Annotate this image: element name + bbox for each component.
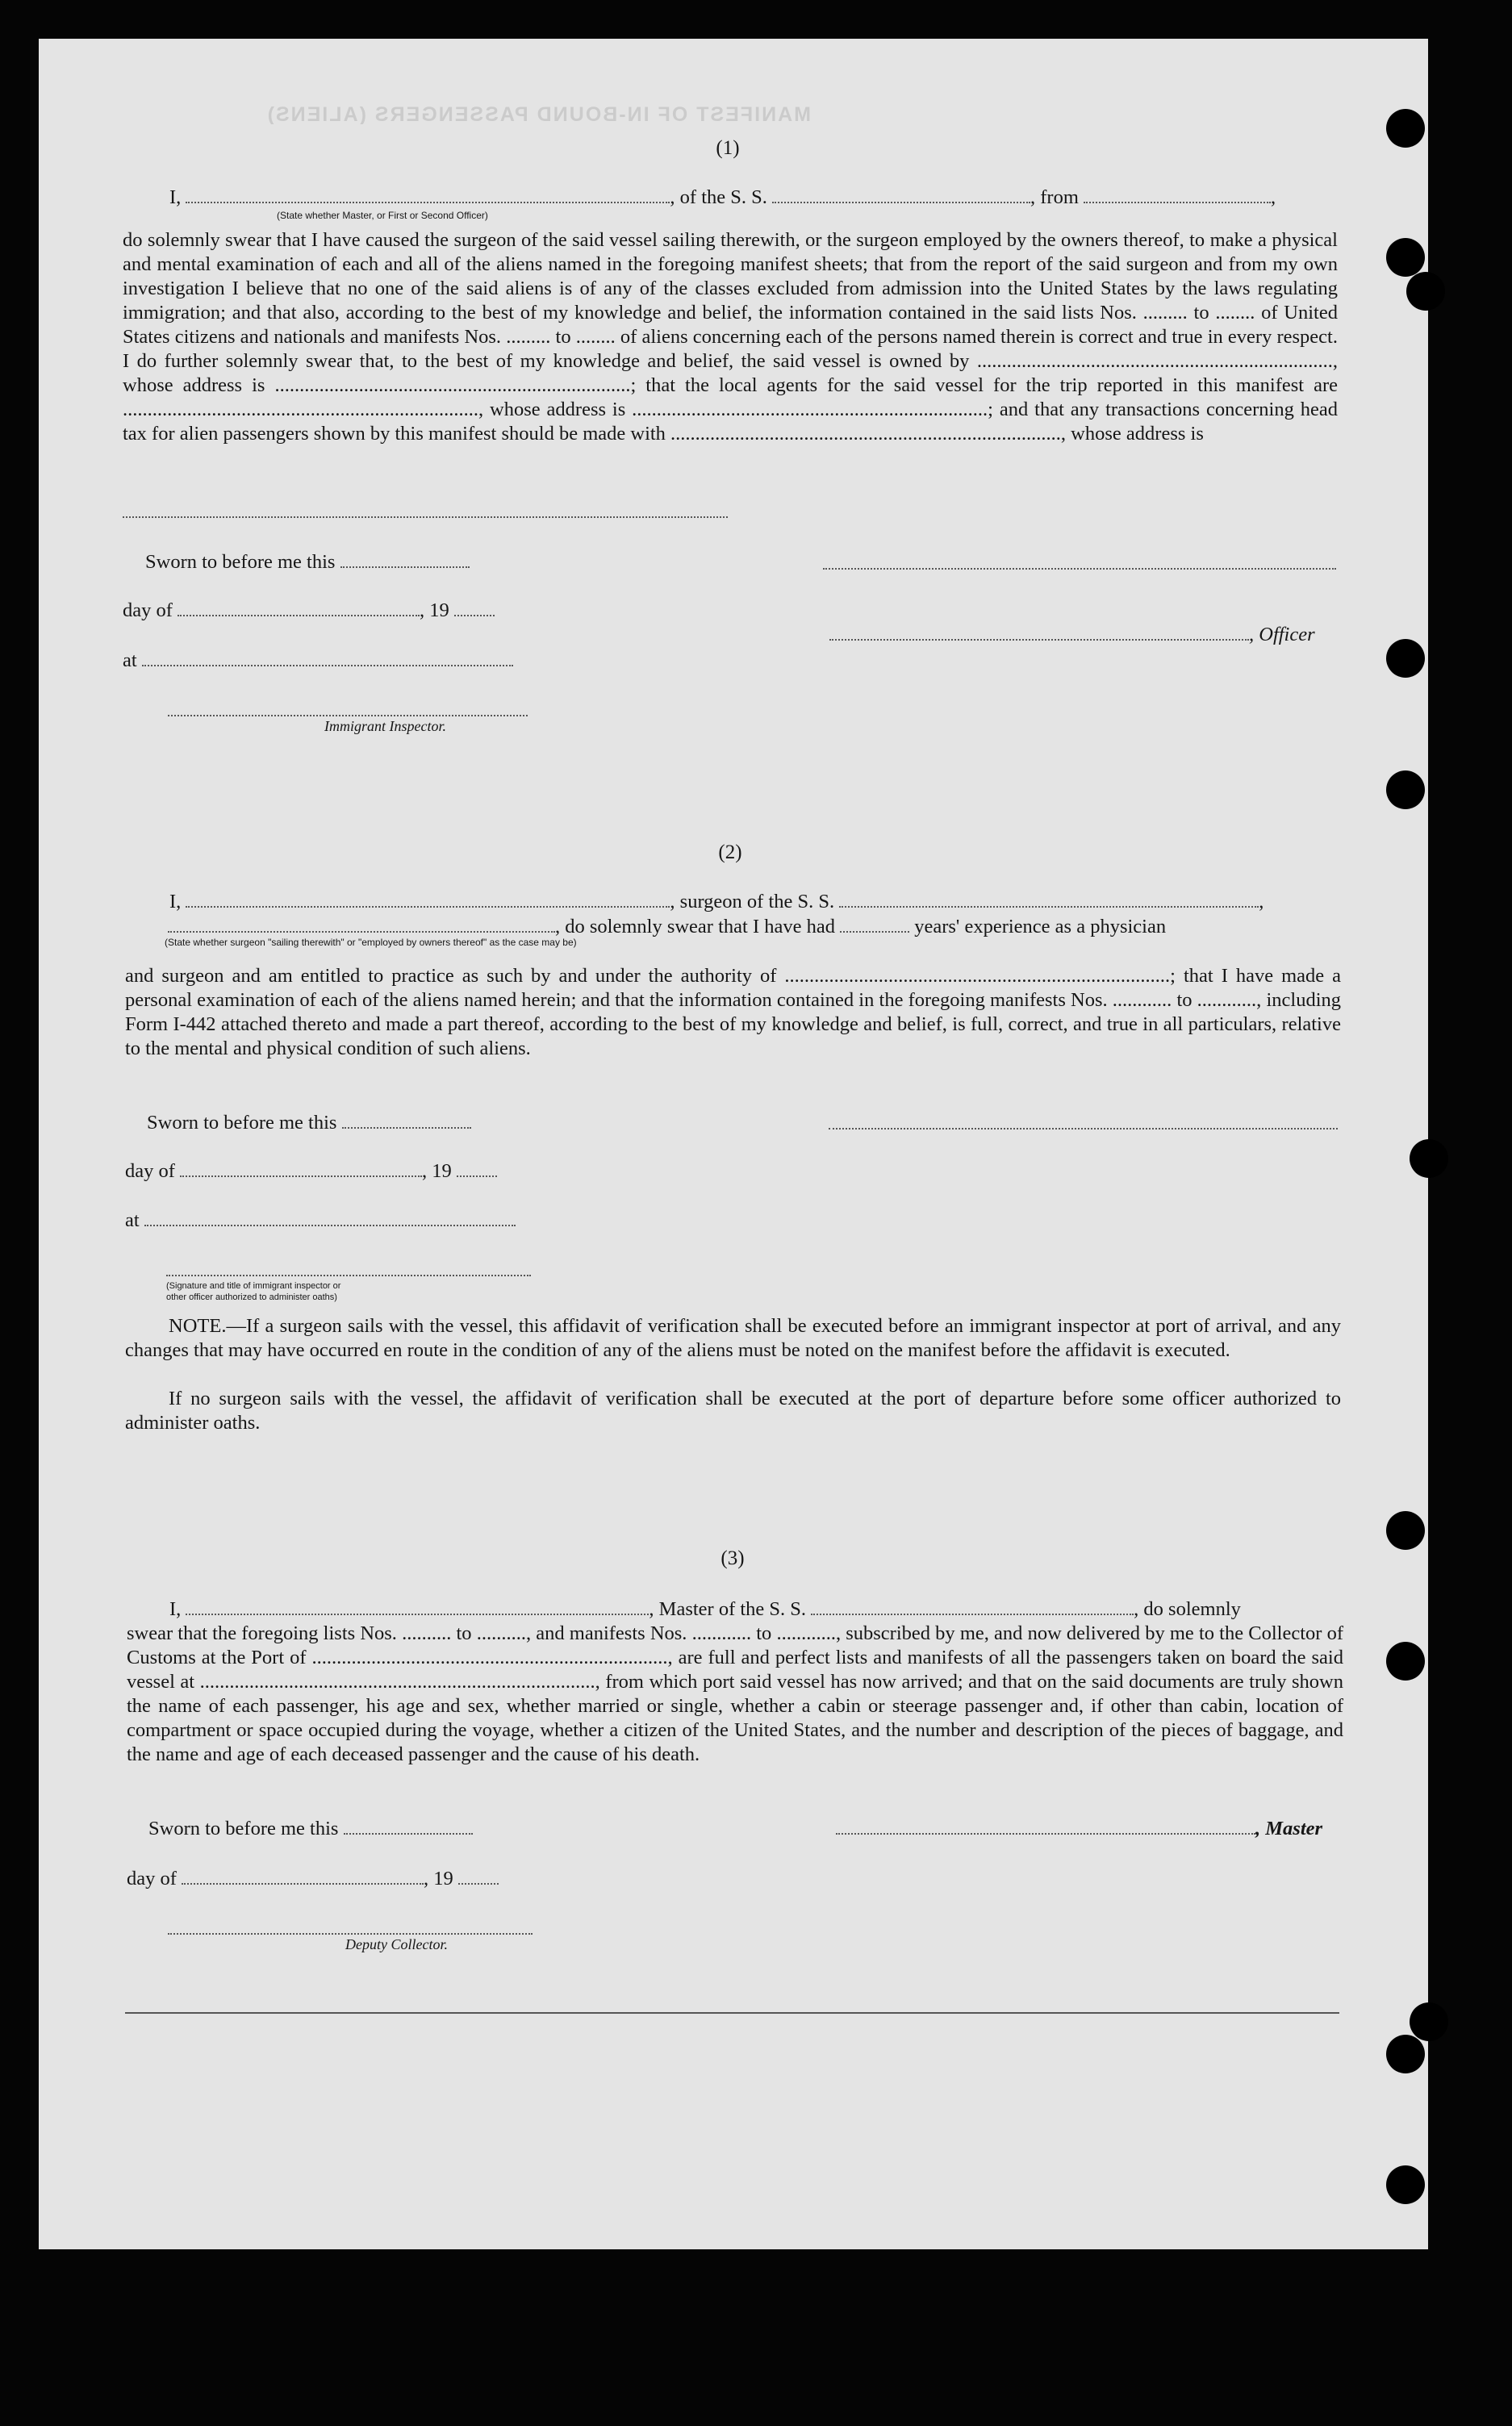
section-2-number: (2) bbox=[718, 841, 742, 863]
section-1-officer-label: , Officer bbox=[1249, 624, 1315, 645]
section-1-inspector-line bbox=[168, 715, 528, 716]
section-1-rank-note: (State whether Master, or First or Second Officer) bbox=[277, 210, 488, 221]
section-1-of-ss: , of the S. S. bbox=[670, 186, 767, 208]
section-2-note-label: NOTE. bbox=[169, 1315, 227, 1337]
section-1-name-blank bbox=[186, 186, 670, 203]
section-2-day bbox=[125, 1159, 497, 1183]
section-3-master-label: , Master bbox=[1255, 1818, 1323, 1839]
section-1-year-blank bbox=[454, 599, 495, 616]
section-3-year-label: , 19 bbox=[424, 1868, 453, 1889]
section-3-line-1 bbox=[169, 1597, 1241, 1621]
section-2-line-end: , bbox=[1259, 891, 1264, 912]
punch-hole bbox=[1406, 272, 1445, 311]
section-3-year-blank bbox=[458, 1867, 499, 1885]
section-2-note-text: —If a surgeon sails with the vessel, this affidavit of verification shall be executed before an immigrant inspector at port of arrival, and any changes that may have occurred en route in the condition of any of the aliens must be noted on the manifest before the affidavit is executed. bbox=[125, 1315, 1341, 1361]
punch-hole bbox=[1386, 770, 1425, 809]
section-1-from: , from bbox=[1030, 186, 1079, 208]
section-2-note bbox=[125, 1314, 1341, 1363]
section-2-name-blank bbox=[186, 890, 670, 908]
section-2-year-blank bbox=[457, 1159, 497, 1177]
section-2-years-blank bbox=[840, 915, 909, 933]
section-2-sig-note-2: other officer authorized to administer oaths) bbox=[166, 1292, 337, 1302]
section-2-signature-line bbox=[829, 1128, 1338, 1129]
section-3-master-of-ss: , Master of the S. S. bbox=[649, 1598, 807, 1620]
section-2-i: I, bbox=[169, 891, 182, 912]
section-1-number: (1) bbox=[716, 137, 740, 159]
section-2-line-2 bbox=[168, 915, 1166, 938]
section-2-years-text: years' experience as a physician bbox=[914, 916, 1167, 937]
punch-hole bbox=[1386, 2165, 1425, 2204]
section-2-vessel-blank bbox=[839, 890, 1259, 908]
punch-hole bbox=[1386, 2035, 1425, 2073]
section-1-vessel-blank bbox=[772, 186, 1030, 203]
section-1-line-1 bbox=[169, 186, 1276, 209]
punch-hole bbox=[1386, 639, 1425, 678]
section-2-line-1 bbox=[169, 890, 1263, 913]
section-1-at-blank bbox=[142, 649, 513, 666]
section-2-status-blank bbox=[168, 915, 555, 933]
section-3-day-label: day of bbox=[127, 1868, 177, 1889]
section-1-at bbox=[123, 649, 513, 672]
section-1-day-blank bbox=[178, 599, 420, 616]
section-3-master-blank bbox=[836, 1817, 1255, 1835]
section-1-signature-line bbox=[823, 568, 1336, 570]
punch-hole bbox=[1386, 109, 1425, 148]
section-3-line-end: , do solemnly bbox=[1134, 1598, 1241, 1620]
section-1-sworn bbox=[145, 550, 470, 574]
section-3-master bbox=[836, 1817, 1322, 1840]
section-1-day-label: day of bbox=[123, 599, 173, 621]
section-1-sworn-label: Sworn to before me this bbox=[145, 551, 336, 573]
section-3-sworn bbox=[148, 1817, 473, 1840]
punch-hole bbox=[1386, 238, 1425, 277]
section-2-sig-note-1: (Signature and title of immigrant inspector or bbox=[166, 1281, 341, 1291]
punch-hole bbox=[1386, 1642, 1425, 1681]
section-1-officer-blank bbox=[829, 623, 1249, 641]
section-3-collector-label: Deputy Collector. bbox=[345, 1936, 448, 1952]
section-3-number: (3) bbox=[720, 1547, 745, 1569]
section-2-day-label: day of bbox=[125, 1160, 175, 1182]
punch-hole bbox=[1410, 2002, 1448, 2041]
section-3-sworn-label: Sworn to before me this bbox=[148, 1818, 339, 1839]
section-1-line-end: , bbox=[1271, 186, 1276, 208]
section-2-at-label: at bbox=[125, 1209, 140, 1231]
section-2-note-2: If no surgeon sails with the vessel, the affidavit of verification shall be executed at the port of departure before some officer authorized to administer oaths. bbox=[125, 1388, 1341, 1434]
section-1-officer bbox=[829, 623, 1315, 646]
section-2-sworn bbox=[147, 1111, 471, 1134]
punch-hole bbox=[1410, 1139, 1448, 1178]
section-2-surgeon-of-ss: , surgeon of the S. S. bbox=[670, 891, 835, 912]
section-2-sworn-blank bbox=[342, 1111, 471, 1129]
section-2-body: and surgeon and am entitled to practice as such by and under the authority of ..............................................................................; that I have made a personal examination of each of the aliens named herein; and that the information contained in the foregoing manifests Nos. ............ to ............, including Form I-442 attached thereto and made a part thereof, according to the best of my knowledge and belief, is full, correct, and true in all particulars, relative to the mental and physical condition of such aliens. bbox=[125, 965, 1341, 1059]
section-1-sworn-blank bbox=[340, 550, 470, 568]
section-1-port-blank bbox=[1084, 186, 1271, 203]
section-2-signature-inspector-line bbox=[166, 1275, 531, 1276]
section-3-day bbox=[127, 1867, 499, 1890]
section-2-year-label: , 19 bbox=[422, 1160, 452, 1182]
section-3-i: I, bbox=[169, 1598, 182, 1620]
section-1-year-label: , 19 bbox=[420, 599, 449, 621]
section-3-sworn-blank bbox=[344, 1817, 473, 1835]
section-1-at-label: at bbox=[123, 649, 137, 671]
section-1-i: I, bbox=[169, 186, 182, 208]
section-2-at-blank bbox=[144, 1209, 516, 1226]
section-2-at bbox=[125, 1209, 516, 1232]
section-3-vessel-blank bbox=[811, 1597, 1134, 1615]
section-1-address-blank bbox=[123, 516, 728, 518]
section-2-day-blank bbox=[180, 1159, 422, 1177]
punch-hole bbox=[1386, 1511, 1425, 1550]
section-1-body: do solemnly swear that I have caused the surgeon of the said vessel sailing therewith, or the surgeon employed by the owners thereof, to make a physical and mental examination of each and all of the aliens named in the foregoing manifest sheets; that from the report of the said surgeon and from my own investigation I believe that no one of the said aliens is of any of the classes excluded from admission into the United States by the laws regulating immigration; and that also, according to the best of my knowledge and belief, the information contained in the said lists Nos. ......... to ........ of United States citizens and nationals and manifests Nos. ......... to ........ of aliens concerning each of the persons named therein is correct and true in every respect. I do further solemnly swear that, to the best of my knowledge and belief, the said vessel is owned by ........................................................................, whose address is ........................................................................; that the local agents for the said vessel for the trip reported in this manifest are ........................................................................, whose address is ........................................................................; and that any transactions concerning head tax for alien passengers shown by this manifest should be made with ..............................................................................., whose address is bbox=[123, 229, 1338, 445]
section-3-body: swear that the foregoing lists Nos. .......... to .........., and manifests Nos. ............ to ............, subscribed by me, and now delivered by me to the Collector of Customs at the Port of ........................................................................, are full and perfect lists and manifests of all the passengers taken on board the said vessel at ................................................................................, from which port said vessel has now arrived; and that on the said documents are truly shown the name of each passenger, his age and sex, whether married or single, whether a cabin or steerage passenger and, if other than cabin, location of compartment or space occupied during the voyage, whether a citizen of the United States, and the number and description of the pieces of baggage, and the name and age of each deceased passenger and the cause of his death. bbox=[127, 1622, 1343, 1765]
section-1-inspector-label: Immigrant Inspector. bbox=[324, 718, 446, 734]
section-3-name-blank bbox=[186, 1597, 649, 1615]
section-2-status-note: (State whether surgeon "sailing therewith" or "employed by owners thereof" as the case may be) bbox=[165, 937, 577, 948]
bottom-rule bbox=[125, 2012, 1339, 2014]
section-1-day bbox=[123, 599, 495, 622]
section-3-collector-line bbox=[168, 1933, 533, 1935]
section-2-sworn-label: Sworn to before me this bbox=[147, 1112, 337, 1134]
section-3-day-blank bbox=[182, 1867, 424, 1885]
bleed-through-header: MANIFEST OF IN-BOUND PASSENGERS (ALIENS) bbox=[265, 103, 811, 124]
section-2-swear-text: , do solemnly swear that I have had bbox=[555, 916, 835, 937]
